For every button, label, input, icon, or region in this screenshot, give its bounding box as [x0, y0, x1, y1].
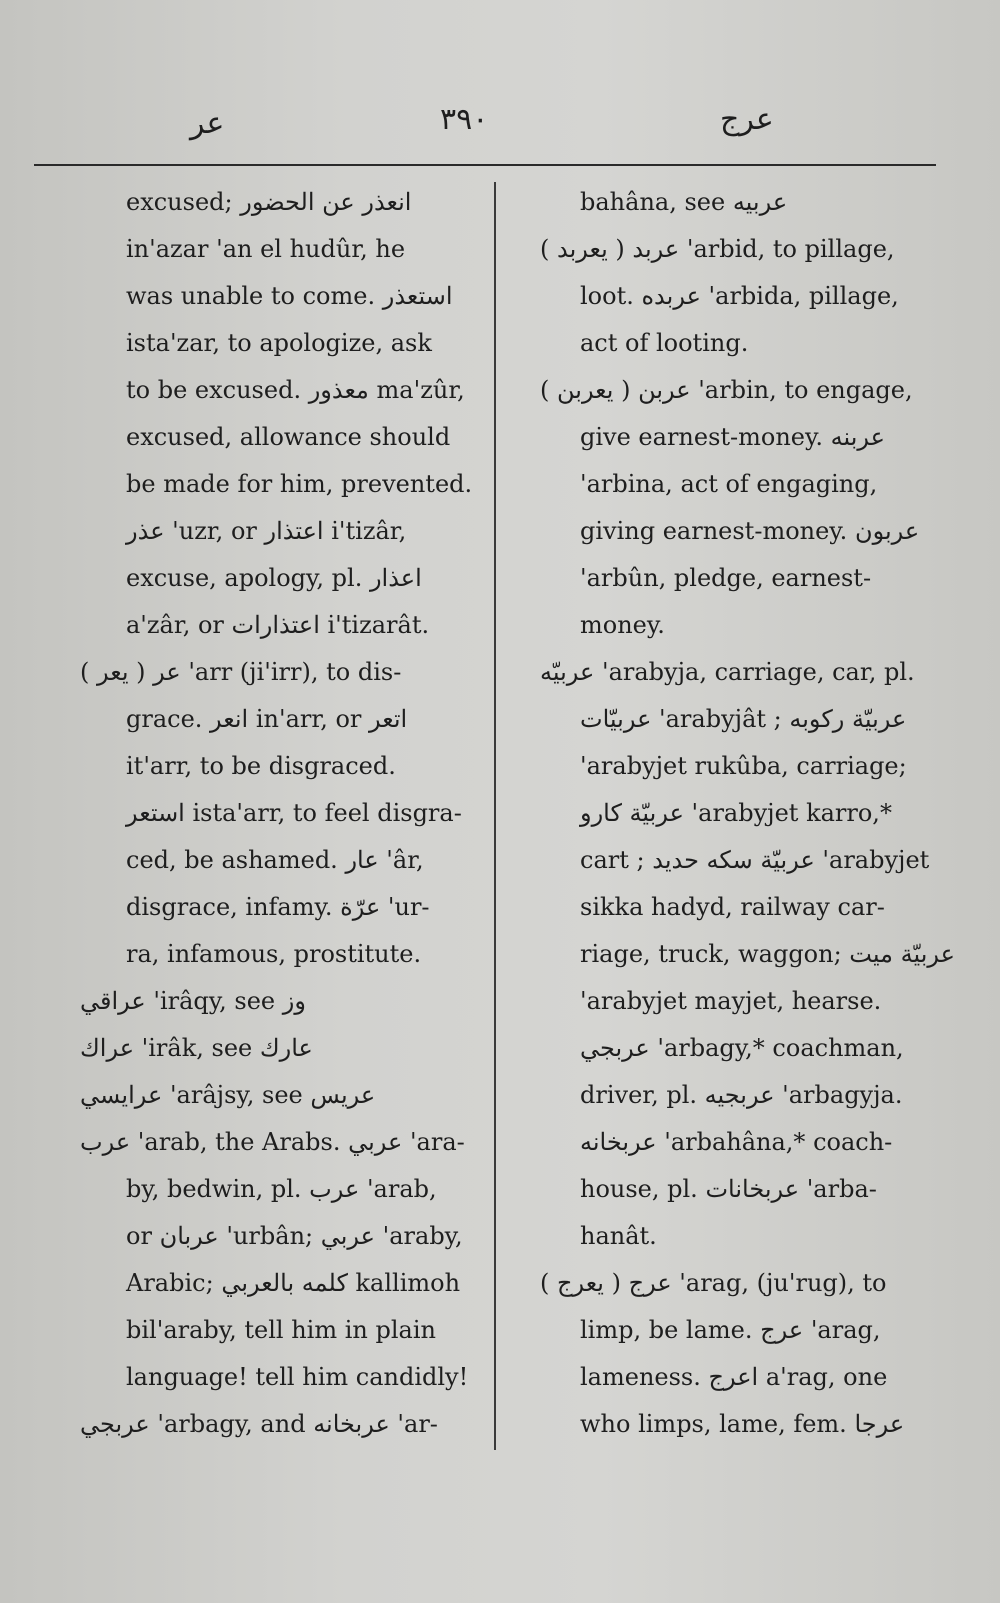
dictionary-line: excused; انعذر عن الحضور	[126, 188, 412, 216]
dictionary-line: riage, truck, waggon; عربيّة ميت	[580, 940, 955, 968]
dictionary-line: Arabic; كلمه بالعربي kallimoh	[126, 1269, 461, 1297]
dictionary-line: عربجي 'arbagy,* coachman,	[580, 1034, 904, 1062]
dictionary-line: money.	[580, 611, 665, 639]
dictionary-line: or عربان 'urbân; عربي 'araby,	[126, 1222, 463, 1250]
dictionary-line: ced, be ashamed. عار 'âr,	[126, 846, 424, 874]
column-divider	[494, 182, 496, 1450]
dictionary-line: give earnest-money. عربنه	[580, 423, 885, 451]
dictionary-line: bil'araby, tell him in plain	[126, 1316, 436, 1344]
dictionary-line: bahâna, see عربيه	[580, 188, 788, 216]
dictionary-line: 'arabyjet rukûba, carriage;	[580, 752, 907, 780]
dictionary-line: استعر ista'arr, to feel disgra-	[126, 799, 462, 827]
page-header	[0, 100, 1000, 150]
dictionary-line: who limps, lame, fem. عرجا	[580, 1410, 905, 1438]
dictionary-line: to be excused. معذور ma'zûr,	[126, 376, 465, 404]
dictionary-line: limp, be lame. عرج 'arag,	[580, 1316, 881, 1344]
dictionary-line: lameness. اعرج a'rag, one	[580, 1363, 888, 1391]
dictionary-line: be made for him, prevented.	[126, 470, 473, 498]
dictionary-line: عذر 'uzr, or اعتذار i'tizâr,	[126, 517, 407, 545]
dictionary-line: عربيّه 'arabyja, carriage, car, pl.	[540, 658, 915, 686]
header-right-word: عرج	[720, 102, 774, 137]
dictionary-line: sikka hadyd, railway car-	[580, 893, 885, 921]
dictionary-line: by, bedwin, pl. عرب 'arab,	[126, 1175, 437, 1203]
dictionary-line: giving earnest-money. عربون	[580, 517, 920, 545]
dictionary-line: was unable to come. استعذر	[126, 282, 453, 310]
dictionary-line: a'zâr, or اعتذارات i'tizarât.	[126, 611, 430, 639]
dictionary-line: عربد ( يعربد ) 'arbid, to pillage,	[540, 235, 895, 263]
dictionary-line: language! tell him candidly!	[126, 1363, 469, 1391]
dictionary-line: it'arr, to be disgraced.	[126, 752, 396, 780]
dictionary-line: عربخانه 'arbahâna,* coach-	[580, 1128, 893, 1156]
header-rule	[34, 164, 936, 166]
page-number: ٣٩٠	[440, 102, 489, 137]
dictionary-line: loot. عربده 'arbida, pillage,	[580, 282, 899, 310]
dictionary-line: عراك 'irâk, see عارك	[80, 1034, 313, 1062]
dictionary-line: act of looting.	[580, 329, 749, 357]
dictionary-line: grace. انعر in'arr, or اتعر	[126, 705, 408, 733]
dictionary-line: عربيّة كارو 'arabyjet karro,*	[580, 799, 892, 827]
dictionary-line: عربن ( يعربن ) 'arbin, to engage,	[540, 376, 913, 404]
right-column	[540, 182, 958, 1451]
dictionary-line: cart ; عربيّة سكه حديد 'arabyjet	[580, 846, 930, 874]
dictionary-line: 'arbûn, pledge, earnest-	[580, 564, 872, 592]
dictionary-line: عرج ( يعرج ) 'arag, (ju'rug), to	[540, 1269, 887, 1297]
dictionary-line: in'azar 'an el hudûr, he	[126, 235, 406, 263]
dictionary-line: disgrace, infamy. عرّة 'ur-	[126, 893, 430, 921]
dictionary-line: عر ( يعر ) 'arr (ji'irr), to dis-	[80, 658, 402, 686]
dictionary-line: driver, pl. عربجيه 'arbagyja.	[580, 1081, 903, 1109]
dictionary-line: عراقي 'irâqy, see وز	[80, 987, 306, 1015]
dictionary-line: عرب 'arab, the Arabs. عربي 'ara-	[80, 1128, 465, 1156]
left-column	[80, 182, 490, 1451]
dictionary-line: عرايسي 'arâjsy, see عريس	[80, 1081, 376, 1109]
dictionary-line: عربجي 'arbagy, and عربخانه 'ar-	[80, 1410, 438, 1438]
dictionary-line: 'arabyjet mayjet, hearse.	[580, 987, 882, 1015]
dictionary-line: ra, infamous, prostitute.	[126, 940, 422, 968]
dictionary-line: house, pl. عربخانات 'arba-	[580, 1175, 877, 1203]
dictionary-line: 'arbina, act of engaging,	[580, 470, 878, 498]
dictionary-line: excuse, apology, pl. اعذار	[126, 564, 422, 592]
dictionary-line: excused, allowance should	[126, 423, 451, 451]
header-left-word: عر	[190, 106, 225, 141]
dictionary-line: hanât.	[580, 1222, 657, 1250]
dictionary-line: ista'zar, to apologize, ask	[126, 329, 432, 357]
dictionary-line: عربيّات 'arabyjât ; عربيّة ركوبه	[580, 705, 907, 733]
